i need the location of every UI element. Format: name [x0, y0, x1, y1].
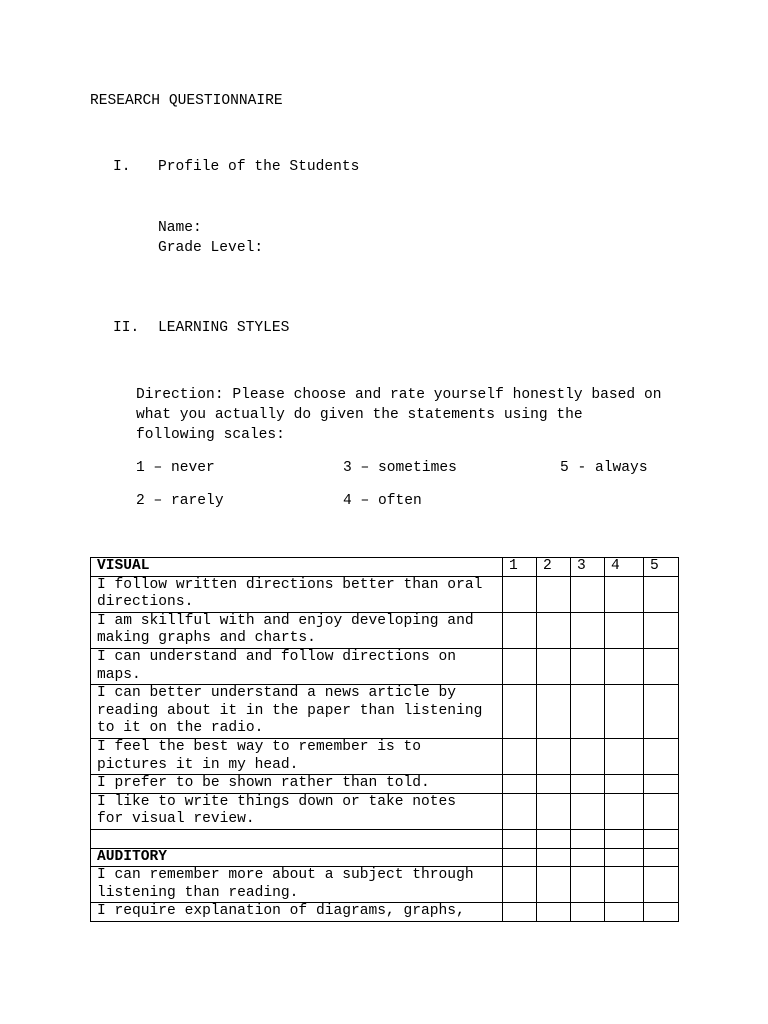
blank-row: [91, 829, 679, 848]
statement-line: I can understand and follow directions on: [97, 648, 457, 665]
rating-cell-5[interactable]: [644, 848, 679, 867]
rating-cell-3[interactable]: [571, 738, 605, 774]
rating-cell-4[interactable]: [605, 738, 644, 774]
rating-cell-5[interactable]: [644, 903, 679, 922]
document-title: RESEARCH QUESTIONNAIRE: [90, 93, 283, 109]
rating-cell-3[interactable]: [571, 648, 605, 684]
learning-styles-table: [90, 557, 679, 922]
rating-cell-2[interactable]: [537, 648, 571, 684]
section-1-number: I.: [113, 159, 131, 175]
statement-line: to it on the radio.: [97, 720, 264, 737]
statement-cell: [91, 648, 503, 684]
rating-cell-1[interactable]: [503, 576, 537, 612]
rating-cell-2[interactable]: [537, 775, 571, 794]
rating-cell-3[interactable]: [571, 576, 605, 612]
rating-cell-3[interactable]: [571, 903, 605, 922]
auditory-section-header: AUDITORY: [91, 848, 503, 867]
table-row: [91, 793, 679, 829]
rating-header-2: 2: [537, 558, 571, 577]
direction-paragraph: [136, 385, 696, 445]
statement-line: directions.: [97, 594, 194, 611]
rating-header-5: 5: [644, 558, 679, 577]
rating-cell-2[interactable]: [537, 793, 571, 829]
rating-header-1: 1: [503, 558, 537, 577]
rating-cell-1[interactable]: [503, 829, 537, 848]
table-row: [91, 738, 679, 774]
scale-always: 5 - always: [560, 460, 648, 476]
statement-line: listening than reading.: [97, 884, 299, 901]
rating-cell-1[interactable]: [503, 648, 537, 684]
rating-cell-3[interactable]: [571, 775, 605, 794]
rating-cell-5[interactable]: [644, 685, 679, 739]
statement-line: for visual review.: [97, 811, 255, 828]
rating-cell-2[interactable]: [537, 848, 571, 867]
direction-line: following scales:: [136, 427, 285, 443]
statement-line: I feel the best way to remember is to: [97, 738, 422, 755]
statement-cell: [91, 738, 503, 774]
rating-cell-2[interactable]: [537, 738, 571, 774]
statement-cell: [91, 775, 503, 794]
statement-cell: [91, 903, 503, 922]
table-row: [91, 685, 679, 739]
rating-cell-4[interactable]: [605, 903, 644, 922]
statement-cell: [91, 612, 503, 648]
rating-cell-4[interactable]: [605, 775, 644, 794]
rating-cell-4[interactable]: [605, 685, 644, 739]
statement-line: I require explanation of diagrams, graphs,: [97, 903, 465, 920]
rating-cell-4[interactable]: [605, 612, 644, 648]
rating-cell-3[interactable]: [571, 612, 605, 648]
rating-cell-1[interactable]: [503, 903, 537, 922]
rating-cell-3[interactable]: [571, 793, 605, 829]
rating-cell-1[interactable]: [503, 612, 537, 648]
rating-cell-5[interactable]: [644, 648, 679, 684]
rating-cell-5[interactable]: [644, 576, 679, 612]
rating-cell-3[interactable]: [571, 848, 605, 867]
scale-often: 4 – often: [343, 493, 422, 509]
statement-line: pictures it in my head.: [97, 756, 299, 773]
section-2-title: LEARNING STYLES: [158, 320, 290, 336]
table-row: [91, 867, 679, 903]
name-field-label: Name:: [158, 220, 202, 236]
rating-cell-3[interactable]: [571, 829, 605, 848]
rating-cell-2[interactable]: [537, 903, 571, 922]
scale-sometimes: 3 – sometimes: [343, 460, 457, 476]
rating-cell-4[interactable]: [605, 829, 644, 848]
rating-cell-1[interactable]: [503, 848, 537, 867]
rating-cell-1[interactable]: [503, 775, 537, 794]
rating-cell-4[interactable]: [605, 793, 644, 829]
statement-line: I can better understand a news article by: [97, 685, 457, 702]
direction-line: what you actually do given the statements using the: [136, 407, 583, 423]
rating-cell-3[interactable]: [571, 867, 605, 903]
section-1-title: Profile of the Students: [158, 159, 360, 175]
statement-cell: [91, 793, 503, 829]
rating-cell-5[interactable]: [644, 612, 679, 648]
section-header-row: [91, 558, 679, 577]
rating-cell-5[interactable]: [644, 867, 679, 903]
table-row: [91, 775, 679, 794]
section-header-row: [91, 848, 679, 867]
rating-cell-1[interactable]: [503, 793, 537, 829]
section-2-number: II.: [113, 320, 140, 336]
rating-cell-4[interactable]: [605, 867, 644, 903]
rating-cell-5[interactable]: [644, 829, 679, 848]
table-row: [91, 612, 679, 648]
rating-cell-2[interactable]: [537, 685, 571, 739]
rating-cell-1[interactable]: [503, 685, 537, 739]
rating-cell-5[interactable]: [644, 793, 679, 829]
statement-line: reading about it in the paper than listening: [97, 702, 483, 719]
statement-line: maps.: [97, 666, 141, 683]
rating-cell-3[interactable]: [571, 685, 605, 739]
direction-line: Direction: Please choose and rate yourself honestly based on: [136, 387, 662, 403]
rating-cell-2[interactable]: [537, 867, 571, 903]
scale-rarely: 2 – rarely: [136, 493, 224, 509]
visual-section-header: VISUAL: [91, 558, 503, 577]
statement-cell: [91, 867, 503, 903]
rating-cell-4[interactable]: [605, 648, 644, 684]
rating-cell-5[interactable]: [644, 738, 679, 774]
rating-header-4: 4: [605, 558, 644, 577]
rating-cell-1[interactable]: [503, 738, 537, 774]
statement-line: I am skillful with and enjoy developing and: [97, 612, 474, 629]
rating-cell-4[interactable]: [605, 848, 644, 867]
rating-cell-5[interactable]: [644, 775, 679, 794]
rating-cell-4[interactable]: [605, 576, 644, 612]
rating-cell-1[interactable]: [503, 867, 537, 903]
table-row: [91, 903, 679, 922]
rating-header-3: 3: [571, 558, 605, 577]
statement-line: I like to write things down or take notes: [97, 793, 457, 810]
rating-cell-2[interactable]: [537, 829, 571, 848]
rating-cell-2[interactable]: [537, 576, 571, 612]
statement-line: I can remember more about a subject through: [97, 867, 474, 884]
table-row: [91, 648, 679, 684]
statement-cell: [91, 576, 503, 612]
rating-cell-2[interactable]: [537, 612, 571, 648]
grade-level-field-label: Grade Level:: [158, 240, 264, 256]
statement-line: making graphs and charts.: [97, 630, 316, 647]
blank-cell: [91, 829, 503, 848]
statement-line: I follow written directions better than oral: [97, 576, 483, 593]
scale-never: 1 – never: [136, 460, 215, 476]
statement-line: I prefer to be shown rather than told.: [97, 775, 430, 792]
table-row: [91, 576, 679, 612]
statement-cell: [91, 685, 503, 739]
